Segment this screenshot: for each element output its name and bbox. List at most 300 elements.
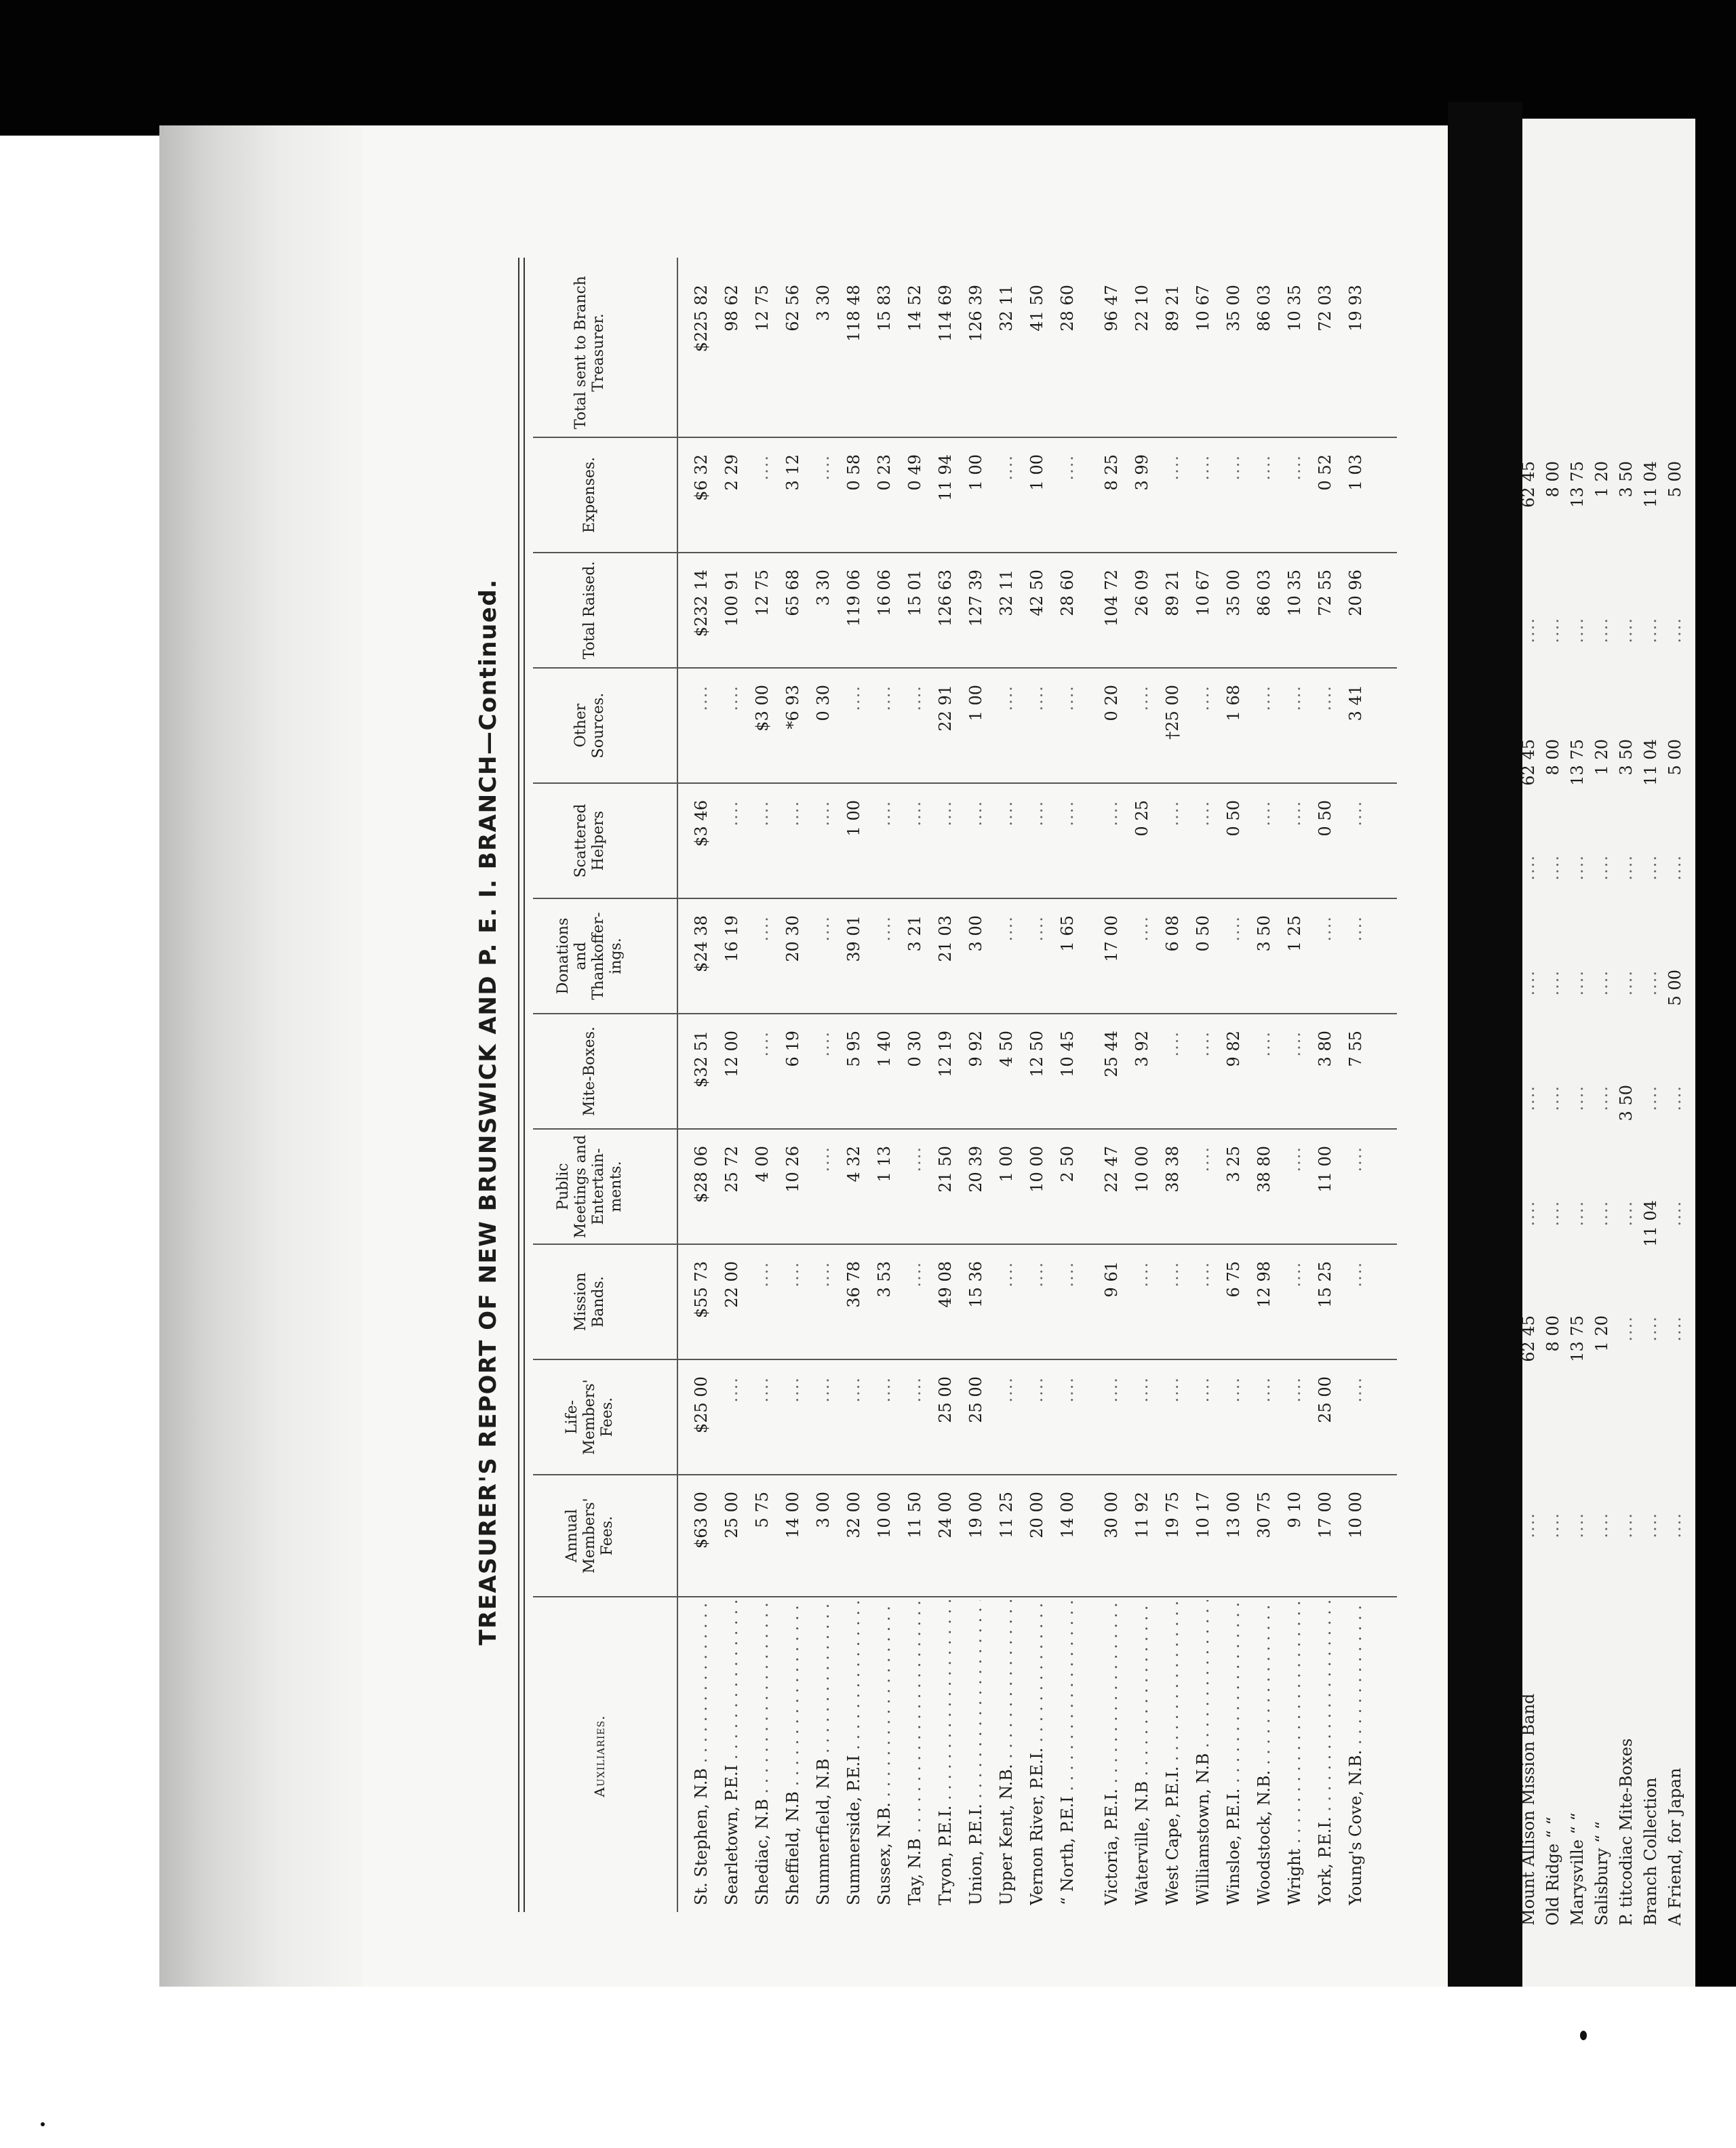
table-cell: ....	[1592, 1085, 1611, 1111]
table-cell: ....	[905, 1261, 924, 1288]
table-cell: ....	[875, 800, 894, 827]
table-cell: ....	[1641, 617, 1660, 643]
table-cell: ....	[1519, 617, 1538, 643]
table-cell: 14 52	[905, 285, 924, 332]
table-cell: ....	[1592, 854, 1611, 881]
extra-contribution-name: P. titcodiac Mite-Boxes	[1617, 1738, 1636, 1926]
table-cell: ....	[722, 685, 741, 711]
table-cell: 9 61	[1102, 1261, 1121, 1298]
table-cell: ....	[722, 1376, 741, 1403]
table-cell: ....	[1194, 685, 1212, 711]
table-cell: 0 25	[1132, 800, 1151, 837]
table-cell: 1 20	[1592, 739, 1611, 776]
table-cell: 12 50	[1027, 1031, 1046, 1077]
column-header: Other Sources.	[572, 692, 607, 759]
table-cell: ....	[844, 1376, 863, 1403]
table-cell: ....	[753, 1376, 772, 1403]
table-cell: 22 10	[1132, 285, 1151, 332]
column-header: Public Meetings and Entertain- ments.	[555, 1134, 625, 1239]
table-cell: ....	[1132, 685, 1151, 711]
table-cell: ....	[875, 685, 894, 711]
table-cell: 10 67	[1194, 570, 1212, 616]
table-cell: 26 09	[1132, 570, 1151, 616]
table-cell: 1 40	[875, 1031, 894, 1067]
table-cell: 1 00	[844, 800, 863, 837]
auxiliary-name: Tay, N.B . . .	[905, 1600, 927, 1905]
report-table-rotated	[475, 258, 1410, 1966]
table-cell: 4 50	[997, 1031, 1016, 1067]
table-cell: 11 25	[997, 1492, 1016, 1538]
table-cell: 1 20	[1592, 461, 1611, 498]
table-cell: ....	[1568, 1085, 1587, 1111]
table-cell: 89 21	[1163, 570, 1182, 616]
extra-contribution-name: Branch Collection	[1641, 1777, 1660, 1926]
table-cell: 3 00	[814, 1492, 833, 1528]
table-cell: ....	[1641, 1085, 1660, 1111]
column-rule	[533, 552, 1397, 553]
table-cell: 25 00	[966, 1376, 985, 1423]
table-cell: ....	[1027, 685, 1046, 711]
table-cell: 25 44	[1102, 1031, 1121, 1077]
table-cell: 12 98	[1255, 1261, 1274, 1308]
column-rule	[533, 898, 1397, 899]
table-cell: 12 19	[936, 1031, 955, 1077]
table-cell: 32 00	[844, 1492, 863, 1538]
table-cell: $24 38	[692, 915, 711, 972]
table-cell: ....	[814, 1146, 833, 1172]
auxiliary-name: Victoria, P.E.I. . . .	[1102, 1600, 1124, 1905]
table-cell: ....	[905, 1146, 924, 1172]
table-cell: ....	[1285, 800, 1304, 827]
table-cell: 19 75	[1163, 1492, 1182, 1538]
table-cell: 3 53	[875, 1261, 894, 1298]
table-cell: 17 00	[1102, 915, 1121, 962]
table-cell: ....	[1543, 970, 1562, 996]
table-cell: *6 93	[783, 685, 802, 730]
table-cell: ....	[1592, 1200, 1611, 1227]
table-cell: 1 00	[966, 685, 985, 721]
table-cell: 22 47	[1102, 1146, 1121, 1193]
column-header: Total Raised.	[581, 561, 598, 660]
table-cell: ....	[1568, 1200, 1587, 1227]
table-cell: ....	[1346, 800, 1365, 827]
table-cell: 41 50	[1027, 285, 1046, 332]
table-cell: ....	[1163, 454, 1182, 481]
extra-contribution-name: Old Ridge “ “	[1543, 1816, 1562, 1926]
column-rule	[533, 1359, 1397, 1360]
extra-contribution-name: Mount Allison Mission Band	[1519, 1693, 1538, 1926]
table-cell: 118 48	[844, 285, 863, 342]
table-cell: 5 00	[1665, 461, 1684, 498]
table-cell: ....	[1163, 1031, 1182, 1057]
table-cell: ....	[1568, 617, 1587, 643]
auxiliary-name: West Cape, P.E.I. . . .	[1163, 1600, 1185, 1905]
table-cell: 9 82	[1224, 1031, 1243, 1067]
table-cell: 10 17	[1194, 1492, 1212, 1538]
table-cell: 10 26	[783, 1146, 802, 1193]
auxiliary-name: Tryon, P.E.I. . . .	[936, 1600, 958, 1905]
table-cell: 11 04	[1641, 461, 1660, 508]
table-cell: 19 00	[966, 1492, 985, 1538]
table-cell: 6 75	[1224, 1261, 1243, 1298]
table-cell: ....	[1058, 800, 1077, 827]
table-cell: 12 75	[753, 570, 772, 616]
table-cell: ....	[1665, 617, 1684, 643]
table-cell: 10 00	[1027, 1146, 1046, 1193]
table-cell: 6 08	[1163, 915, 1182, 952]
table-cell: ....	[1194, 1261, 1212, 1288]
table-cell: ....	[1285, 1031, 1304, 1057]
table-cell: 35 00	[1224, 285, 1243, 332]
table-cell: ....	[783, 800, 802, 827]
table-cell: ....	[814, 1376, 833, 1403]
table-cell: ....	[1665, 1085, 1684, 1111]
auxiliary-name: Williamstown, N.B . . .	[1194, 1600, 1215, 1905]
table-cell: ....	[1255, 800, 1274, 827]
table-cell: 5 75	[753, 1492, 772, 1528]
table-cell: 15 01	[905, 570, 924, 616]
table-cell: 3 50	[1617, 739, 1636, 776]
table-cell: ....	[1568, 970, 1587, 996]
table-cell: 12 00	[722, 1031, 741, 1077]
table-cell: ....	[1543, 1085, 1562, 1111]
table-cell: $6 32	[692, 454, 711, 501]
table-cell: ....	[1617, 1512, 1636, 1538]
table-cell: 0 50	[1224, 800, 1243, 837]
table-cell: ....	[997, 454, 1016, 481]
table-cell: ....	[722, 800, 741, 827]
table-cell: ....	[997, 685, 1016, 711]
table-cell: 72 55	[1316, 570, 1335, 616]
auxiliaries-header: Auxiliaries.	[591, 1715, 608, 1797]
auxiliary-name: Summerfield, N.B . . .	[814, 1600, 835, 1905]
table-cell: 3 12	[783, 454, 802, 491]
table-cell: ....	[1641, 970, 1660, 996]
table-cell: ....	[753, 1031, 772, 1057]
auxiliary-name: Woodstock, N.B. . . .	[1255, 1600, 1276, 1905]
table-cell: 28 60	[1058, 570, 1077, 616]
table-cell: 3 00	[966, 915, 985, 952]
table-cell: ....	[1132, 915, 1151, 942]
column-rule	[533, 667, 1397, 669]
table-cell: 104 72	[1102, 570, 1121, 626]
table-cell: ....	[814, 800, 833, 827]
table-cell: 7 55	[1346, 1031, 1365, 1067]
table-cell: $32 51	[692, 1031, 711, 1088]
table-cell: ....	[1058, 1261, 1077, 1288]
table-cell: ....	[1617, 1200, 1636, 1227]
table-cell: 17 00	[1316, 1492, 1335, 1538]
table-cell: 15 25	[1316, 1261, 1335, 1308]
table-cell: 1 00	[997, 1146, 1016, 1182]
table-cell: $63 00	[692, 1492, 711, 1549]
table-cell: 98 62	[722, 285, 741, 332]
table-cell: ....	[1641, 1315, 1660, 1342]
table-cell: 1 68	[1224, 685, 1243, 721]
table-cell: 19 93	[1346, 285, 1365, 332]
table-cell: 0 58	[844, 454, 863, 491]
column-header: Annual Members' Fees.	[564, 1498, 616, 1574]
auxiliary-name: Sussex, N.B. . . .	[875, 1600, 896, 1905]
table-cell: 0 20	[1102, 685, 1121, 721]
table-cell: ....	[997, 1261, 1016, 1288]
scan-speck	[41, 2122, 45, 2126]
table-cell: ....	[1285, 1146, 1304, 1172]
extra-contribution-name: Salisbury “ “	[1592, 1821, 1611, 1926]
table-cell: $28 06	[692, 1146, 711, 1203]
table-cell: 4 00	[753, 1146, 772, 1182]
column-header: Total sent to Branch Treasurer.	[572, 275, 607, 430]
table-cell: 25 00	[722, 1492, 741, 1538]
table-cell: 11 00	[1316, 1146, 1335, 1193]
table-cell: 20 30	[783, 915, 802, 962]
table-cell: 96 47	[1102, 285, 1121, 332]
table-cell: 1 25	[1285, 915, 1304, 952]
extra-contribution-name: Marysville “ “	[1568, 1812, 1587, 1926]
table-cell: ....	[1641, 1512, 1660, 1538]
table-cell: 3 92	[1132, 1031, 1151, 1067]
auxiliary-name: Searletown, P.E.I . . .	[722, 1600, 744, 1905]
table-cell: 10 00	[1132, 1146, 1151, 1193]
table-cell: $3 46	[692, 800, 711, 847]
table-cell: 16 06	[875, 570, 894, 616]
column-rule	[533, 1013, 1397, 1014]
table-cell: ....	[905, 1376, 924, 1403]
table-cell: 32 11	[997, 570, 1016, 616]
table-cell: 3 30	[814, 570, 833, 606]
table-cell: 1 03	[1346, 454, 1365, 491]
table-cell: 12 75	[753, 285, 772, 332]
table-cell: ....	[753, 800, 772, 827]
table-cell: ....	[783, 1261, 802, 1288]
table-cell: ....	[1027, 1261, 1046, 1288]
auxiliary-name: “ North, P.E.I . . .	[1058, 1600, 1080, 1905]
table-cell: ....	[1617, 970, 1636, 996]
table-cell: 1 13	[875, 1146, 894, 1182]
table-cell: 3 99	[1132, 454, 1151, 491]
table-cell: †25 00	[1163, 685, 1182, 740]
table-cell: ....	[1617, 1315, 1636, 1342]
auxiliary-name: Shediac, N.B . . .	[753, 1600, 774, 1905]
table-cell: ....	[1058, 685, 1077, 711]
table-cell: 0 30	[814, 685, 833, 721]
table-cell: ....	[692, 685, 711, 711]
table-cell: ....	[997, 1376, 1016, 1403]
table-cell: ....	[753, 1261, 772, 1288]
table-cell: ....	[1592, 617, 1611, 643]
column-rule	[533, 437, 1397, 438]
scan-speck	[1580, 2031, 1587, 2040]
table-cell: ....	[1224, 454, 1243, 481]
table-cell: $55 73	[692, 1261, 711, 1318]
table-cell: ....	[1194, 1031, 1212, 1057]
auxiliary-name: York, P.E.I. . . .	[1316, 1600, 1337, 1905]
table-cell: ....	[1568, 1512, 1587, 1538]
table-cell: $3 00	[753, 685, 772, 732]
table-cell: ....	[1641, 854, 1660, 881]
table-cell: ....	[1255, 1031, 1274, 1057]
table-cell: 2 50	[1058, 1146, 1077, 1182]
table-cell: ....	[1102, 1376, 1121, 1403]
table-cell: ....	[1519, 1200, 1538, 1227]
table-cell: ....	[1519, 1512, 1538, 1538]
table-cell: 8 00	[1543, 739, 1562, 776]
table-cell: 3 80	[1316, 1031, 1335, 1067]
table-cell: 35 00	[1224, 570, 1243, 616]
table-cell: 11 04	[1641, 1200, 1660, 1247]
table-cell: 3 25	[1224, 1146, 1243, 1182]
table-cell: 8 00	[1543, 461, 1562, 498]
table-cell: 25 72	[722, 1146, 741, 1193]
table-cell: 72 03	[1316, 285, 1335, 332]
table-cell: 126 39	[966, 285, 985, 342]
column-rule	[533, 1596, 1397, 1597]
auxiliary-name: Winsloe, P.E.I. . . .	[1224, 1600, 1246, 1905]
table-cell: ....	[1027, 800, 1046, 827]
table-cell: 20 00	[1027, 1492, 1046, 1538]
table-cell: $225 82	[692, 285, 711, 353]
table-cell: ....	[1194, 454, 1212, 481]
table-cell: 5 00	[1665, 970, 1684, 1006]
table-cell: 13 00	[1224, 1492, 1243, 1538]
column-header: Scattered Helpers	[572, 803, 607, 878]
scan-margin-bottom	[0, 1987, 1736, 2148]
table-cell: ....	[997, 915, 1016, 942]
table-cell: 5 95	[844, 1031, 863, 1067]
page-edge-shadow	[159, 125, 363, 1987]
table-cell: 62 45	[1519, 739, 1538, 786]
table-cell: ....	[1285, 1261, 1304, 1288]
table-cell: ....	[1665, 854, 1684, 881]
table-cell: 21 03	[936, 915, 955, 962]
table-cell: $232 14	[692, 570, 711, 637]
table-cell: ....	[1543, 1200, 1562, 1227]
table-cell: 0 50	[1194, 915, 1212, 952]
table-cell: ....	[1617, 854, 1636, 881]
extra-contribution-name: A Friend, for Japan	[1665, 1768, 1684, 1926]
table-cell: 1 00	[1027, 454, 1046, 491]
table-cell: 13 75	[1568, 461, 1587, 508]
table-cell: ....	[1665, 1315, 1684, 1342]
table-cell: ....	[753, 915, 772, 942]
table-cell: ....	[1132, 1376, 1151, 1403]
table-cell: 11 92	[1132, 1492, 1151, 1538]
table-cell: ....	[1224, 915, 1243, 942]
table-cell: 8 00	[1543, 1315, 1562, 1352]
table-cell: 11 94	[936, 454, 955, 501]
table-cell: 11 50	[905, 1492, 924, 1538]
table-cell: 10 35	[1285, 285, 1304, 332]
table-cell: 3 50	[1617, 461, 1636, 498]
table-cell: 24 00	[936, 1492, 955, 1538]
table-cell: 0 30	[905, 1031, 924, 1067]
table-cell: ....	[1665, 1200, 1684, 1227]
column-header: Donations and Thankoffer- ings.	[555, 912, 625, 1000]
auxiliary-name: Wright . . .	[1285, 1600, 1307, 1905]
table-cell: 20 39	[966, 1146, 985, 1193]
table-cell: 30 75	[1255, 1492, 1274, 1538]
auxiliary-name: Union, P.E.I. . . .	[966, 1600, 988, 1905]
table-cell: 6 19	[783, 1031, 802, 1067]
table-cell: ....	[1568, 854, 1587, 881]
table-cell: ....	[1617, 617, 1636, 643]
table-cell: 10 45	[1058, 1031, 1077, 1077]
table-cell: ....	[1346, 1376, 1365, 1403]
table-cell: ....	[814, 1031, 833, 1057]
table-cell: ....	[1163, 1376, 1182, 1403]
column-rule	[533, 1244, 1397, 1245]
table-cell: 127 39	[966, 570, 985, 626]
table-cell: 20 96	[1346, 570, 1365, 616]
table-cell: ....	[1058, 454, 1077, 481]
table-cell: $25 00	[692, 1376, 711, 1433]
table-cell: 25 00	[1316, 1376, 1335, 1423]
column-rule	[533, 1128, 1397, 1130]
table-cell: ....	[1285, 454, 1304, 481]
table-cell: 36 78	[844, 1261, 863, 1308]
table-cell: ....	[1519, 970, 1538, 996]
table-cell: ....	[1194, 1146, 1212, 1172]
table-cell: 100 91	[722, 570, 741, 626]
table-cell: 3 21	[905, 915, 924, 952]
table-cell: 0 49	[905, 454, 924, 491]
table-cell: 62 56	[783, 285, 802, 332]
table-cell: 10 35	[1285, 570, 1304, 616]
table-cell: ....	[814, 915, 833, 942]
column-header: Mite-Boxes.	[581, 1027, 598, 1116]
table-cell: 86 03	[1255, 285, 1274, 332]
table-cell: ....	[936, 800, 955, 827]
table-cell: 119 06	[844, 570, 863, 626]
table-cell: 1 20	[1592, 1315, 1611, 1352]
table-cell: 49 08	[936, 1261, 955, 1308]
table-cell: ....	[1058, 1376, 1077, 1403]
page-title: TREASURER'S REPORT OF NEW BRUNSWICK AND P. E. I. BRANCH—Continued.	[475, 578, 502, 1646]
table-cell: 15 83	[875, 285, 894, 332]
column-rule	[533, 782, 1397, 784]
table-cell: ....	[1346, 1261, 1365, 1288]
table-cell: 0 52	[1316, 454, 1335, 491]
table-cell: 25 00	[936, 1376, 955, 1423]
table-cell: 15 36	[966, 1261, 985, 1308]
table-cell: ....	[1665, 1512, 1684, 1538]
table-cell: ....	[1285, 1376, 1304, 1403]
table-cell: ....	[875, 915, 894, 942]
table-cell: 9 92	[966, 1031, 985, 1067]
table-cell: ....	[875, 1376, 894, 1403]
table-cell: 38 38	[1163, 1146, 1182, 1193]
table-cell: 5 00	[1665, 739, 1684, 776]
table-cell: ....	[1346, 915, 1365, 942]
table-cell: ....	[966, 800, 985, 827]
table-cell: 3 50	[1255, 915, 1274, 952]
table-cell: ....	[905, 800, 924, 827]
facing-page-table-rotated	[1505, 278, 1709, 1987]
table-cell: 2 29	[722, 454, 741, 491]
table-cell: ....	[1519, 854, 1538, 881]
table-cell: 30 00	[1102, 1492, 1121, 1538]
table-cell: 22 91	[936, 685, 955, 732]
table-cell: 62 45	[1519, 461, 1538, 508]
table-cell: ....	[1194, 800, 1212, 827]
table-cell: ....	[783, 1376, 802, 1403]
column-rule	[533, 1474, 1397, 1475]
table-cell: 126 63	[936, 570, 955, 626]
table-cell: 89 21	[1163, 285, 1182, 332]
table-cell: 8 25	[1102, 454, 1121, 491]
table-cell: ....	[1255, 454, 1274, 481]
auxiliary-name: Vernon River, P.E.I. . . .	[1027, 1600, 1049, 1905]
